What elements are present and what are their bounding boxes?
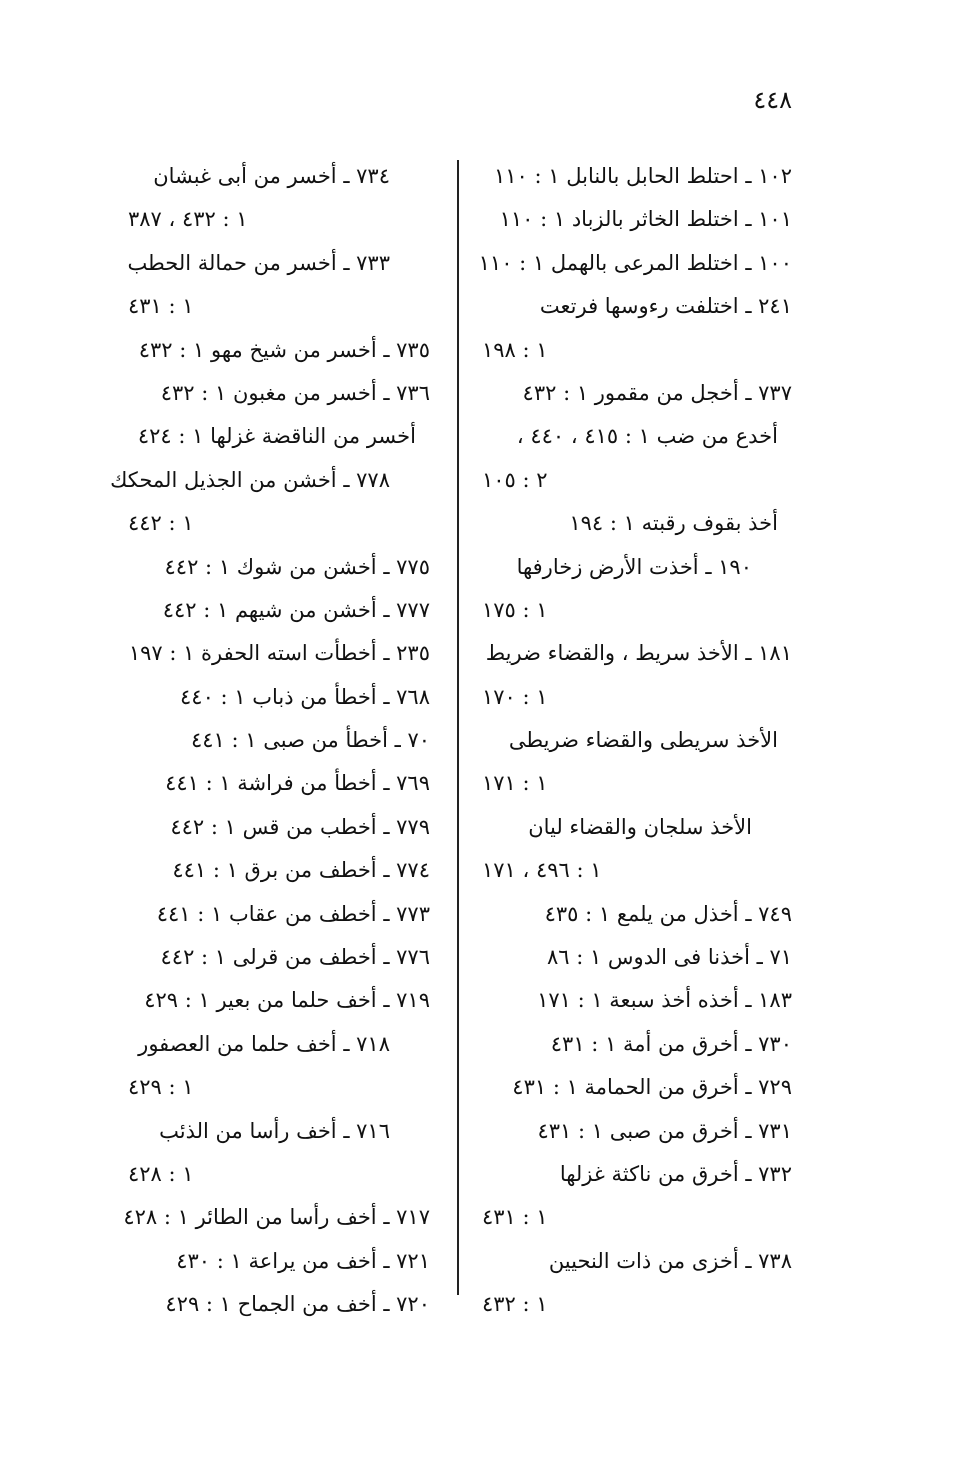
index-entry-reference: ١ : ١٧٥ (482, 597, 548, 622)
index-entry-reference: ١ : ١٧١ (482, 771, 548, 796)
index-entry: ٧٢٩ ـ أخرق من الحمامة ١ : ٤٣١ (512, 1075, 792, 1100)
index-entry: ٧٢١ ـ أخف من يراعة ١ : ٤٣٠ (176, 1248, 430, 1273)
index-entry: ١٨٣ ـ أخذه أخذ سبعة ١ : ١٧١ (537, 988, 792, 1013)
index-entry: ٧٧٦ ـ أخطف من قرلى ١ : ٤٤٢ (160, 945, 430, 970)
index-entry: ٧٦٩ ـ أخطأ من فراشة ١ : ٤٤١ (165, 771, 430, 796)
index-entry: ٧٣٧ ـ أخجل من مقمور ١ : ٤٣٢ (522, 380, 792, 405)
index-entry: ١٠٠ ـ اختلط المرعى بالهمل ١ : ١١٠ (478, 250, 792, 275)
index-entry: ١٠١ ـ اختلط الخاثر بالزباد ١ : ١١٠ (499, 207, 792, 232)
index-entry: ٢٣٥ ـ أخطأت استه الحفرة ١ : ١٩٧ (128, 641, 430, 666)
index-entry: ١٠٢ ـ احتلط الحابل بالنابل ١ : ١١٠ (493, 164, 792, 188)
index-entry: ٧٢٠ ـ أخف من الجماح ١ : ٤٢٩ (165, 1292, 430, 1317)
index-entry: ٧١٨ ـ أخف حلما من العصفور (138, 1031, 390, 1056)
index-entry: ٧٣٣ ـ أخسر من حمالة الحطب (127, 250, 390, 275)
index-entry-reference: ١ : ٤٣٢ ، ٣٨٧ (128, 207, 248, 232)
index-entry-reference: ١ : ٤٩٦ ، ١٧١ (482, 858, 602, 883)
index-entry: الأخذ سلجان والقضاء ليان (528, 814, 752, 839)
index-entry: ٧٧٣ ـ أخطف من عقاب ١ : ٤٤١ (156, 901, 430, 926)
index-entry: ٧٣١ ـ أخرق من صبى ١ : ٤٣١ (537, 1118, 792, 1143)
index-entry-reference: ١ : ١٧٠ (482, 684, 548, 709)
index-entry: أخذ بقوف رقبته ١ : ١٩٤ (569, 511, 778, 536)
index-entry-reference: ١ : ٤٣١ (482, 1205, 548, 1230)
index-entry: ٧٣٥ ـ أخسر من شيخ مهو ١ : ٤٣٢ (138, 337, 430, 362)
index-entry: ١٩٠ ـ أخذت الأرض زخارفها (516, 554, 752, 579)
page-number: ٤٤٨ (753, 86, 792, 114)
column-divider (457, 160, 459, 1295)
index-entry: ٧٧٨ ـ أخشن من الجذيل المحكك (110, 467, 390, 492)
index-entry-reference: ١ : ٤٢٨ (128, 1161, 194, 1186)
index-entry: أخدع من ضب ١ : ٤١٥ ، ٤٤٠ ، (516, 424, 778, 449)
index-entry: ٧٠ ـ أخطأ من صبى ١ : ٤٤١ (190, 728, 430, 753)
index-entry: ٧٤٩ ـ أخذل من يلمع ١ : ٤٣٥ (544, 901, 792, 926)
index-entry: ٢٤١ ـ اختلفت رءوسها فرتعت (539, 294, 792, 319)
right-column (472, 155, 792, 1327)
index-entry-reference: ٢ : ١٠٥ (482, 467, 548, 492)
index-entry-reference: ١ : ٤٤٢ (128, 511, 194, 536)
index-entry: ٧٣٠ ـ أخرق من أمة ١ : ٤٣١ (550, 1031, 792, 1056)
index-entry: ٧٣٢ ـ أخرق من ناكثة غزلها (559, 1161, 792, 1186)
index-entry: ٧١٩ ـ أخف حلما من بعير ١ : ٤٢٩ (144, 988, 430, 1013)
index-entry-reference: ١ : ٤٣٢ (482, 1292, 548, 1317)
index-entry: ٧٧٥ ـ أخشن من شوك ١ : ٤٤٢ (164, 554, 430, 579)
index-entry-reference: ١ : ٤٢٩ (128, 1075, 194, 1100)
left-column (110, 155, 430, 1327)
index-entry: ٧١٦ ـ أخف رأسا من الذئب (159, 1118, 390, 1143)
index-entry: ٧١ ـ أخذنا فى الدوس ١ : ٨٦ (546, 945, 792, 970)
index-entry: أخسر من الناقضة غزلها ١ : ٤٢٤ (137, 424, 416, 449)
index-entry: ٧٦٨ ـ أخطأ من ذباب ١ : ٤٤٠ (180, 684, 430, 709)
index-entry: ١٨١ ـ الأخذ سريط ، والقضاء ضريط (485, 641, 792, 666)
index-entry: ٧٣٨ ـ أخزى من ذات النحيين (548, 1248, 792, 1273)
index-entry: ٧٧٧ ـ أخشن من شيهم ١ : ٤٤٢ (162, 597, 430, 622)
index-entry: الأخذ سريطى والقضاء ضريطى (508, 728, 778, 753)
index-entry-reference: ١ : ١٩٨ (482, 337, 548, 362)
index-entry: ٧٣٦ ـ أخسر من مغبون ١ : ٤٣٢ (160, 380, 430, 405)
index-entry-reference: ١ : ٤٣١ (128, 294, 194, 319)
index-entry: ٧٧٩ ـ أخطب من قس ١ : ٤٤٢ (170, 814, 430, 839)
index-entry: ٧١٧ ـ أخف رأسا من الطائر ١ : ٤٢٨ (123, 1205, 430, 1230)
index-entry: ٧٣٤ ـ أخسر من أبى غبشان (153, 164, 390, 188)
index-entry: ٧٧٤ ـ أخطف من برق ١ : ٤٤١ (172, 858, 430, 883)
